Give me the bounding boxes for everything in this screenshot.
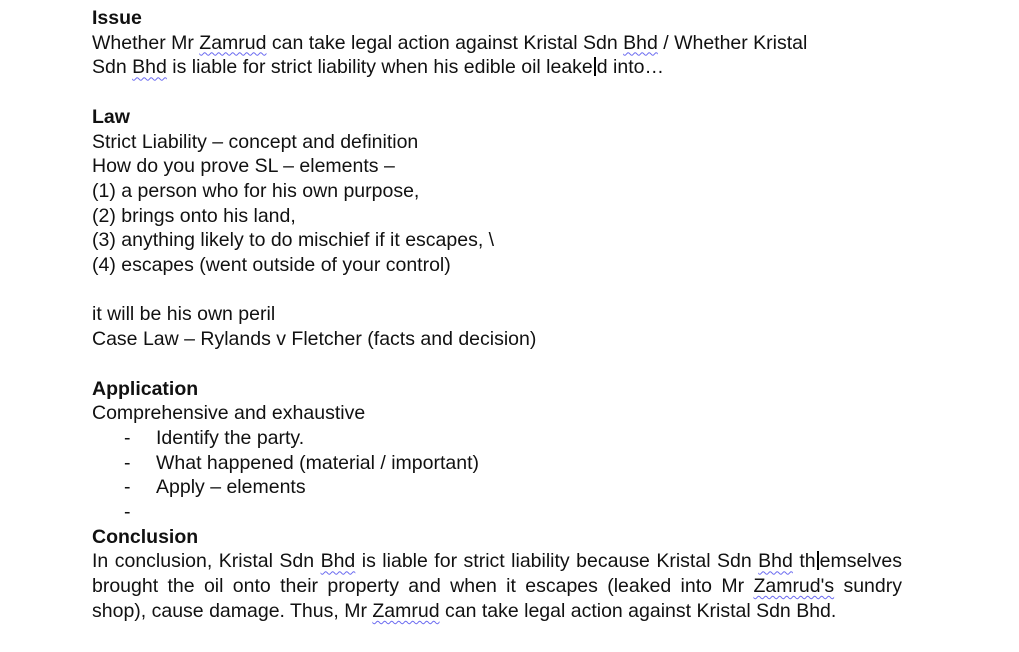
document-body[interactable] <box>92 6 902 624</box>
issue-line-1 <box>92 31 902 56</box>
text-run: Whether Mr <box>92 31 200 54</box>
list-item <box>92 451 902 476</box>
text-run: Identify the party. <box>156 426 305 449</box>
law-line: How do you prove SL – elements – <box>92 155 395 178</box>
text-run: - <box>124 426 131 449</box>
list-item <box>92 500 902 525</box>
text-run: - <box>124 451 131 474</box>
text-run: What happened (material / important) <box>156 451 479 474</box>
list-item <box>92 426 902 451</box>
text-run: emselves brought the oil onto their property and when it escapes (leaked into Mr <box>92 550 902 598</box>
law-line: (1) a person who for his own purpose, <box>92 179 420 202</box>
spell-flag: Zamrud's <box>753 575 835 598</box>
text-run: Sdn <box>92 56 133 79</box>
text-run: is liable for strict liability when his edible oil leake <box>166 56 593 79</box>
text-cursor <box>594 57 596 76</box>
issue-line-2 <box>92 55 902 80</box>
law-line: (3) anything likely to do mischief if it escapes, \ <box>92 229 495 252</box>
list-item <box>92 475 902 500</box>
law-after-line: Case Law – Rylands v Fletcher (facts and decision) <box>92 328 537 351</box>
text-run: d into… <box>596 56 664 79</box>
text-run: In conclusion, Kristal Sdn <box>92 550 321 573</box>
text-run: / Whether Kristal <box>657 31 808 54</box>
application-intro: Comprehensive and exhaustive <box>92 402 366 425</box>
text-run: can take legal action against Kristal Sdn <box>266 31 624 54</box>
text-run: is liable for strict liability because Kristal Sdn <box>355 550 759 573</box>
conclusion-paragraph <box>92 549 902 623</box>
law-heading: Law <box>92 105 130 128</box>
text-run: can take legal action against Kristal Sdn Bhd. <box>439 599 837 622</box>
law-line: (2) brings onto his land, <box>92 204 296 227</box>
spell-flag: Bhd <box>758 550 793 573</box>
spell-flag: Zamrud <box>372 599 440 622</box>
conclusion-heading: Conclusion <box>92 525 199 548</box>
text-run: sundry shop), cause damage. Thus, Mr <box>92 575 902 622</box>
text-run: th <box>792 550 816 573</box>
spell-flag: Bhd <box>132 56 167 79</box>
application-heading: Application <box>92 377 199 400</box>
spell-flag: Zamrud <box>199 31 267 54</box>
law-after-line: it will be his own peril <box>92 303 276 326</box>
issue-heading: Issue <box>92 7 142 29</box>
text-run: Apply – elements <box>156 476 306 499</box>
text-run: - <box>124 476 131 499</box>
law-line: (4) escapes (went outside of your control) <box>92 254 451 277</box>
application-list <box>92 426 902 525</box>
spell-flag: Bhd <box>623 31 658 54</box>
text-cursor <box>817 551 819 570</box>
spell-flag: Bhd <box>320 550 356 573</box>
law-line: Strict Liability – concept and definition <box>92 130 419 153</box>
text-run: - <box>124 501 131 524</box>
